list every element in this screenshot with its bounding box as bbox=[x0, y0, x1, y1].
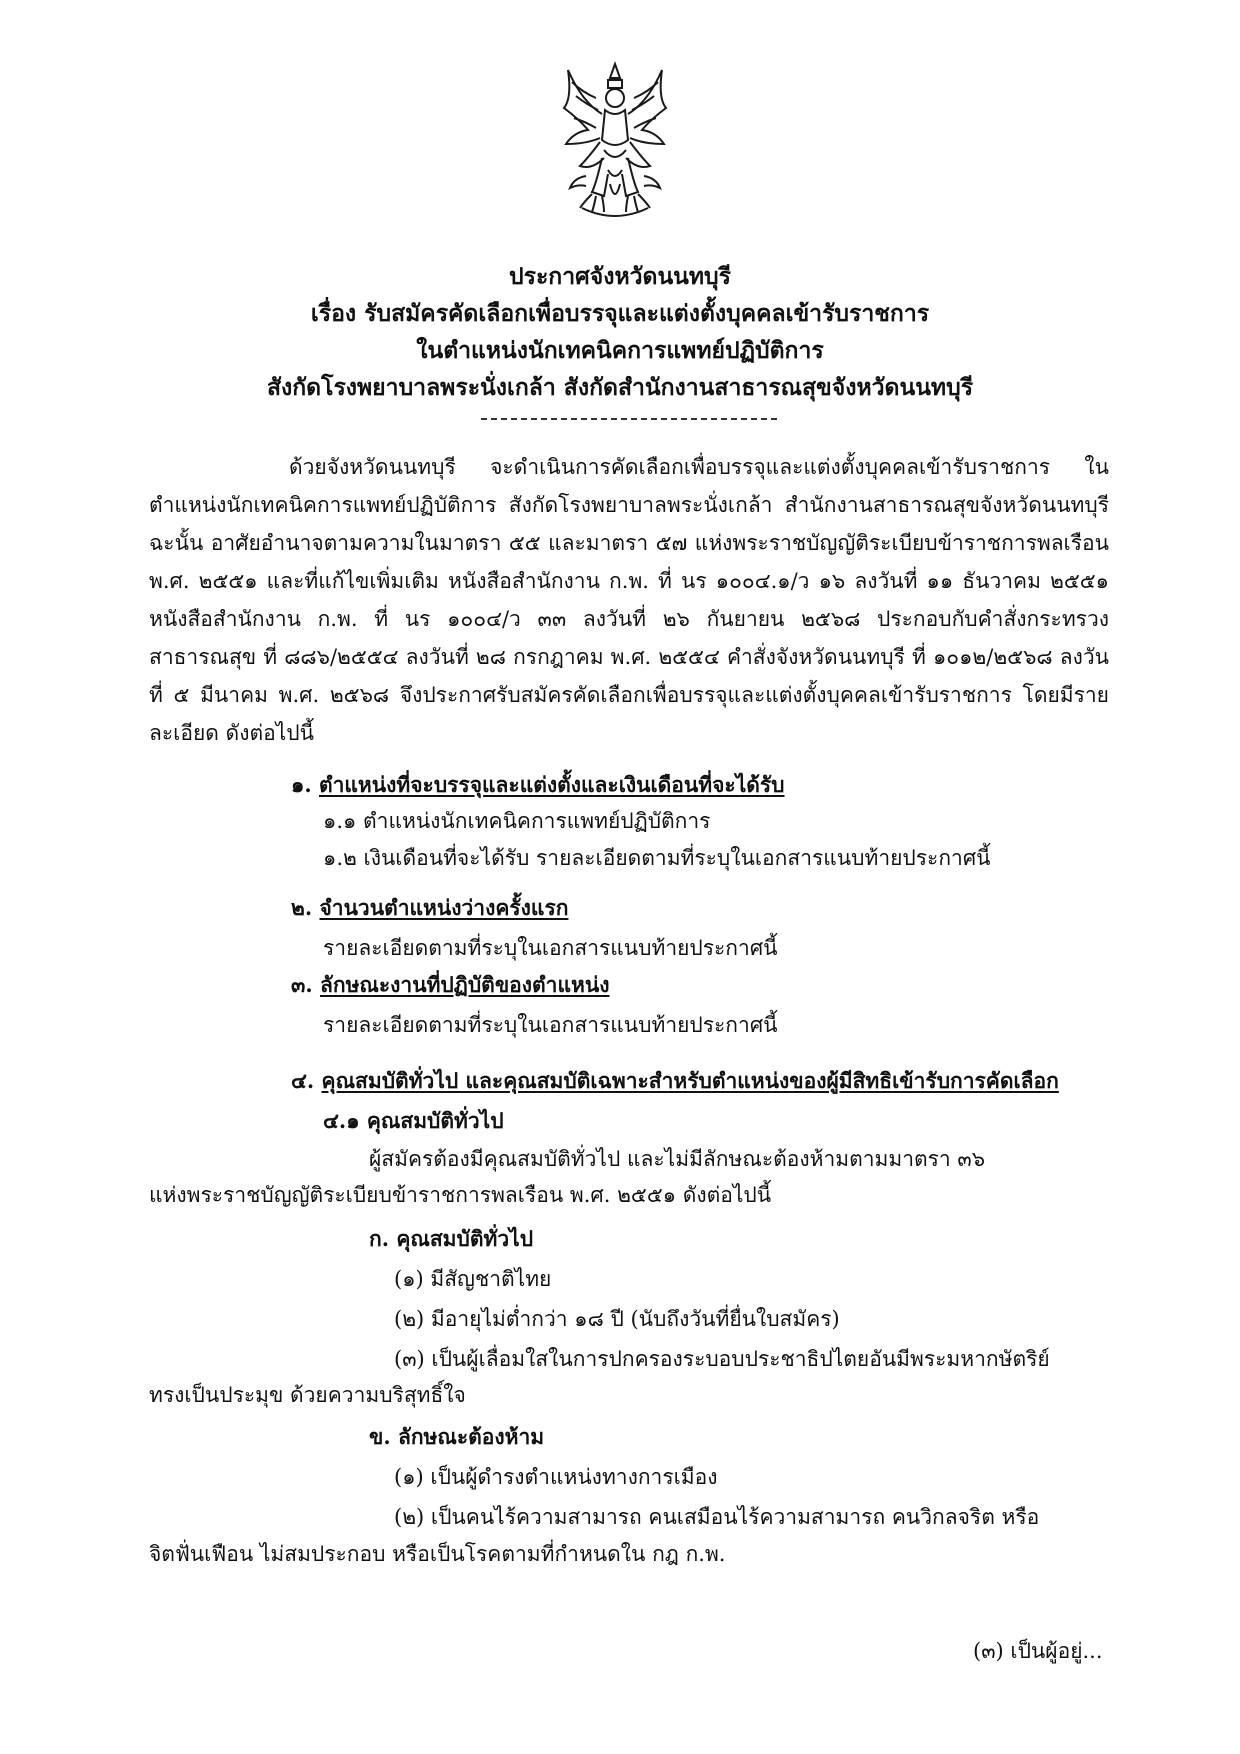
page-continuation: (๓) เป็นผู้อยู่... bbox=[973, 1639, 1103, 1663]
section-3-heading bbox=[291, 970, 609, 1000]
section-4-1-heading: ๔.๑ คุณสมบัติทั่วไป bbox=[323, 1108, 504, 1133]
section-3-title: ลักษณะงานที่ปฏิบัติของตำแหน่ง bbox=[319, 972, 610, 997]
header-divider bbox=[481, 418, 777, 420]
section-2-heading bbox=[291, 893, 568, 923]
header-line-1: ประกาศจังหวัดนนทบุรี bbox=[508, 263, 732, 290]
kha-item-2b: จิตฟั่นเฟือน ไม่สมประกอบ หรือเป็นโรคตามที่กำหนดใน กฎ ก.พ. bbox=[149, 1542, 726, 1566]
section-1-item-2: ๑.๒ เงินเดือนที่จะได้รับ รายละเอียดตามที่ระบุในเอกสารแนบท้ายประกาศนี้ bbox=[323, 846, 991, 870]
ka-item-1: (๑) มีสัญชาติไทย bbox=[394, 1267, 552, 1291]
header-line-3: ในตำแหน่งนักเทคนิคการแพทย์ปฏิบัติการ bbox=[416, 337, 824, 364]
announcement-header bbox=[0, 258, 1240, 406]
subsection-kha-title: ข. ลักษณะต้องห้าม bbox=[369, 1424, 545, 1449]
section-4-heading bbox=[291, 1066, 1059, 1096]
section-1-title: ตำแหน่งที่จะบรรจุและแต่งตั้งและเงินเดือนที่จะได้รับ bbox=[318, 772, 785, 797]
section-4-number: ๔. bbox=[291, 1068, 315, 1093]
header-line-4: สังกัดโรงพยาบาลพระนั่งเกล้า สังกัดสำนักงานสาธารณสุขจังหวัดนนทบุรี bbox=[266, 374, 974, 401]
intro-paragraph: ด้วยจังหวัดนนทบุรี จะดำเนินการคัดเลือกเพื่อบรรจุและแต่งตั้งบุคคลเข้ารับราชการ ในตำแหน่งนักเทคนิคการแพทย์ปฏิบัติการ สังกัดโรงพยาบาลพระนั่งเกล้า สำนักงานสาธารณสุขจังหวัดนนทบุรี ฉะนั้น อาศัยอำนาจตามความในมาตรา ๕๕ และมาตรา ๕๗ แห่งพระราชบัญญัติระเบียบข้าราชการพลเรือน พ.ศ. ๒๕๕๑ และที่แก้ไขเพิ่มเติม หนังสือสำนักงาน ก.พ. ที่ นร ๑๐๐๔.๑/ว ๑๖ ลงวันที่ ๑๑ ธันวาคม ๒๕๕๑ หนังสือสำนักงาน ก.พ. ที่ นร ๑๐๐๔/ว ๓๓ ลงวันที่ ๒๖ กันยายน ๒๕๖๘ ประกอบกับคำสั่งกระทรวงสาธารณสุข ที่ ๘๘๖/๒๕๕๔ ลงวันที่ ๒๘ กรกฎาคม พ.ศ. ๒๕๕๔ คำสั่งจังหวัดนนทบุรี ที่ ๑๐๑๒/๒๕๖๘ ลงวันที่ ๕ มีนาคม พ.ศ. ๒๕๖๘ จึงประกาศรับสมัครคัดเลือกเพื่อบรรจุและแต่งตั้งบุคคลเข้ารับราชการ โดยมีรายละเอียด ดังต่อไปนี้ bbox=[149, 455, 1109, 745]
ka-item-3a: (๓) เป็นผู้เลื่อมใสในการปกครองระบอบประชาธิปไตยอันมีพระมหากษัตริย์ bbox=[394, 1347, 1050, 1371]
section-1-number: ๑. bbox=[291, 772, 312, 797]
section-4-1-paragraph-a: ผู้สมัครต้องมีคุณสมบัติทั่วไป และไม่มีลักษณะต้องห้ามตามมาตรา ๓๖ bbox=[369, 1147, 986, 1171]
section-4-title: คุณสมบัติทั่วไป และคุณสมบัติเฉพาะสำหรับตำแหน่งของผู้มีสิทธิเข้ารับการคัดเลือก bbox=[321, 1068, 1059, 1093]
kha-item-1: (๑) เป็นผู้ดำรงตำแหน่งทางการเมือง bbox=[394, 1465, 718, 1489]
section-2-title: จำนวนตำแหน่งว่างครั้งแรก bbox=[319, 895, 569, 920]
section-1-heading bbox=[291, 770, 785, 800]
kha-item-2a: (๒) เป็นคนไร้ความสามารถ คนเสมือนไร้ความสามารถ คนวิกลจริต หรือ bbox=[394, 1505, 1040, 1529]
section-4-1-paragraph-b: แห่งพระราชบัญญัติระเบียบข้าราชการพลเรือน พ.ศ. ๒๕๕๑ ดังต่อไปนี้ bbox=[149, 1183, 772, 1207]
ka-item-2: (๒) มีอายุไม่ต่ำกว่า ๑๘ ปี (นับถึงวันที่ยื่นใบสมัคร) bbox=[394, 1307, 840, 1331]
garuda-emblem-icon bbox=[552, 58, 678, 228]
section-2-number: ๒. bbox=[291, 895, 313, 920]
header-line-2: เรื่อง รับสมัครคัดเลือกเพื่อบรรจุและแต่งตั้งบุคคลเข้ารับราชการ bbox=[310, 300, 930, 327]
section-3-detail: รายละเอียดตามที่ระบุในเอกสารแนบท้ายประกาศนี้ bbox=[323, 1013, 778, 1037]
section-3-number: ๓. bbox=[291, 972, 313, 997]
section-2-detail: รายละเอียดตามที่ระบุในเอกสารแนบท้ายประกาศนี้ bbox=[323, 936, 778, 960]
ka-item-3b: ทรงเป็นประมุข ด้วยความบริสุทธิ์ใจ bbox=[149, 1383, 466, 1407]
section-1-item-1: ๑.๑ ตำแหน่งนักเทคนิคการแพทย์ปฏิบัติการ bbox=[323, 809, 711, 833]
subsection-ka-title: ก. คุณสมบัติทั่วไป bbox=[369, 1226, 534, 1251]
